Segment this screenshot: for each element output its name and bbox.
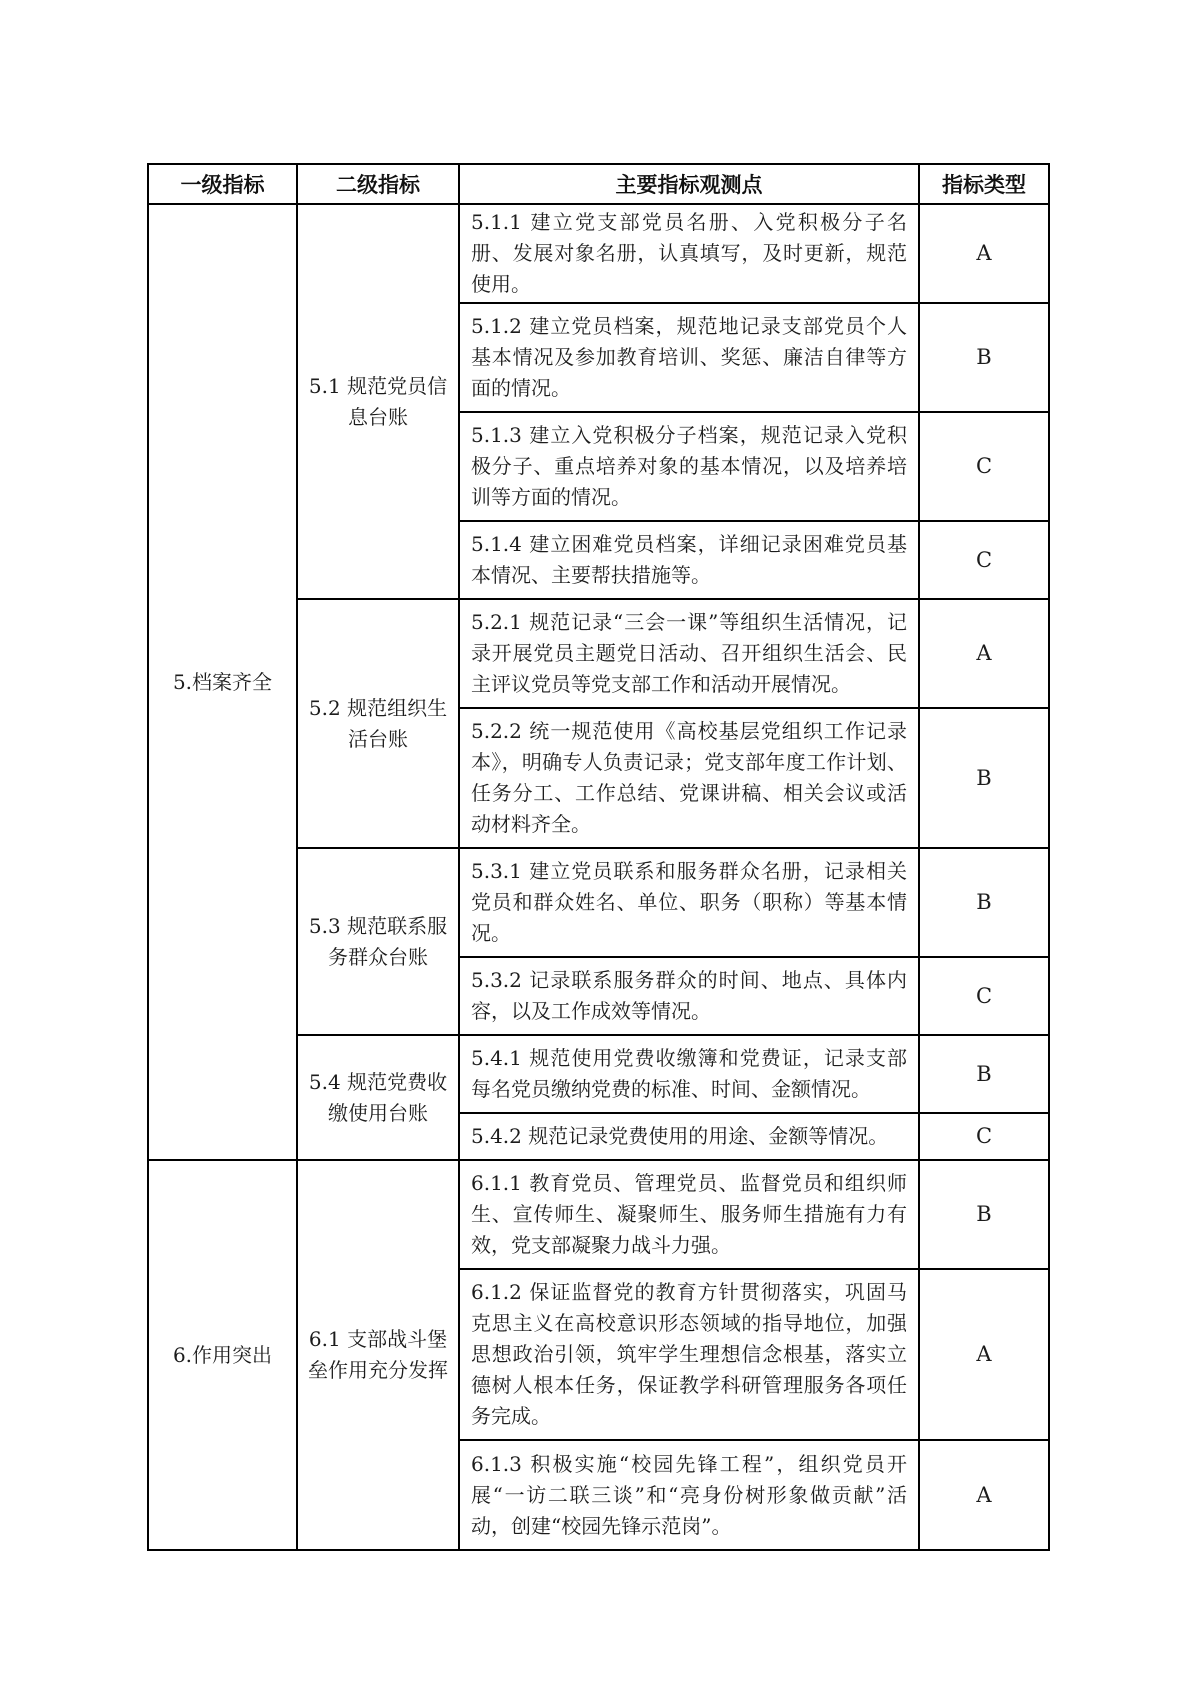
- observation-cell: 5.3.1 建立党员联系和服务群众名册，记录相关党员和群众姓名、单位、职务（职称）等基本情况。: [459, 848, 919, 957]
- level2-cell-53: 5.3 规范联系服务群众台账: [297, 848, 459, 1035]
- observation-cell: 5.1.4 建立困难党员档案，详细记录困难党员基本情况、主要帮扶措施等。: [459, 521, 919, 599]
- type-cell: A: [919, 1269, 1049, 1440]
- type-cell: B: [919, 1160, 1049, 1269]
- header-cell-type: 指标类型: [919, 164, 1049, 204]
- observation-cell: 5.1.3 建立入党积极分子档案，规范记录入党积极分子、重点培养对象的基本情况，以及培养培训等方面的情况。: [459, 412, 919, 521]
- observation-cell: 5.4.1 规范使用党费收缴簿和党费证，记录支部每名党员缴纳党费的标准、时间、金额情况。: [459, 1035, 919, 1113]
- type-cell: C: [919, 521, 1049, 599]
- type-cell: B: [919, 848, 1049, 957]
- level2-cell-51: 5.1 规范党员信息台账: [297, 204, 459, 599]
- type-cell: B: [919, 1035, 1049, 1113]
- observation-cell: 5.3.2 记录联系服务群众的时间、地点、具体内容，以及工作成效等情况。: [459, 957, 919, 1035]
- row-611: [148, 1160, 1049, 1269]
- row-511: [148, 204, 1049, 303]
- level1-cell-6: 6.作用突出: [148, 1160, 297, 1550]
- header-row: [148, 164, 1049, 204]
- type-cell: C: [919, 1113, 1049, 1160]
- level2-cell-61: 6.1 支部战斗堡垒作用充分发挥: [297, 1160, 459, 1550]
- level1-cell-5: 5.档案齐全: [148, 204, 297, 1160]
- observation-cell: 6.1.1 教育党员、管理党员、监督党员和组织师生、宣传师生、凝聚师生、服务师生措施有力有效，党支部凝聚力战斗力强。: [459, 1160, 919, 1269]
- type-cell: C: [919, 957, 1049, 1035]
- type-cell: A: [919, 1440, 1049, 1550]
- type-cell: A: [919, 204, 1049, 303]
- type-cell: A: [919, 599, 1049, 708]
- type-cell: B: [919, 303, 1049, 412]
- observation-cell: 6.1.2 保证监督党的教育方针贯彻落实，巩固马克思主义在高校意识形态领域的指导地位，加强思想政治引领，筑牢学生理想信念根基，落实立德树人根本任务，保证教学科研管理服务各项任务完成。: [459, 1269, 919, 1440]
- observation-cell: 5.1.1 建立党支部党员名册、入党积极分子名册、发展对象名册，认真填写，及时更新，规范使用。: [459, 204, 919, 303]
- level2-cell-54: 5.4 规范党费收缴使用台账: [297, 1035, 459, 1160]
- observation-cell: 5.1.2 建立党员档案，规范地记录支部党员个人基本情况及参加教育培训、奖惩、廉洁自律等方面的情况。: [459, 303, 919, 412]
- observation-cell: 5.2.2 统一规范使用《高校基层党组织工作记录本》，明确专人负责记录；党支部年度工作计划、任务分工、工作总结、党课讲稿、相关会议或活动材料齐全。: [459, 708, 919, 848]
- level2-cell-52: 5.2 规范组织生活台账: [297, 599, 459, 848]
- header-cell-level1: 一级指标: [148, 164, 297, 204]
- header-cell-level2: 二级指标: [297, 164, 459, 204]
- indicator-table: [147, 163, 1050, 1551]
- header-cell-observation: 主要指标观测点: [459, 164, 919, 204]
- observation-cell: 5.4.2 规范记录党费使用的用途、金额等情况。: [459, 1113, 919, 1160]
- type-cell: B: [919, 708, 1049, 848]
- type-cell: C: [919, 412, 1049, 521]
- observation-cell: 6.1.3 积极实施“校园先锋工程”，组织党员开展“一访二联三谈”和“亮身份树形象做贡献”活动，创建“校园先锋示范岗”。: [459, 1440, 919, 1550]
- observation-cell: 5.2.1 规范记录“三会一课”等组织生活情况，记录开展党员主题党日活动、召开组织生活会、民主评议党员等党支部工作和活动开展情况。: [459, 599, 919, 708]
